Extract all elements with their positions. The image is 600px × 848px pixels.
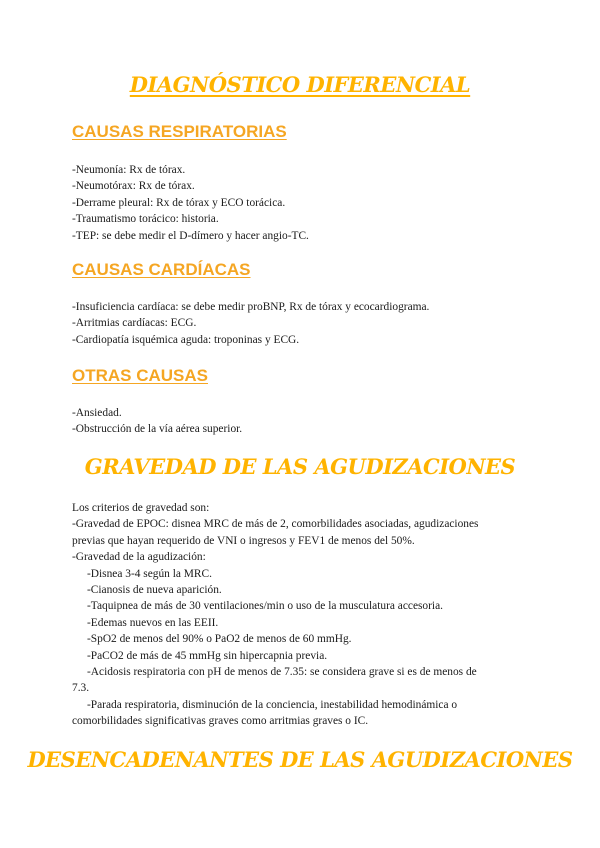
- list-item: -Cianosis de nueva aparición.: [87, 584, 222, 597]
- list-causas-cardiacas: [72, 299, 532, 348]
- gravedad-intro: Los criterios de gravedad son:: [72, 502, 210, 514]
- list-item: -Cardiopatía isquémica aguda: troponinas y ECG.: [72, 333, 300, 346]
- list-item: -Derrame pleural: Rx de tórax y ECO torácica.: [72, 196, 286, 209]
- list-otras-causas: [72, 405, 532, 438]
- list-item: -Disnea 3-4 según la MRC.: [87, 567, 212, 580]
- list-item-continuation: 7.3.: [72, 682, 90, 695]
- list-item: -Insuficiencia cardíaca: se debe medir proBNP, Rx de tórax y ecocardiograma.: [72, 301, 430, 313]
- list-item: -TEP: se debe medir el D-dímero y hacer angio-TC.: [72, 229, 309, 242]
- list-item: -Obstrucción de la vía aérea superior.: [72, 423, 243, 436]
- list-item: -Taquipnea de más de 30 ventilaciones/min o uso de la musculatura accesoria.: [87, 600, 443, 613]
- list-item: -Edemas nuevos en las EEII.: [87, 616, 219, 629]
- list-item: -PaCO2 de más de 45 mmHg sin hipercapnia previa.: [87, 649, 328, 662]
- heading-causas-cardiacas: CAUSAS CARDÍACAS: [72, 260, 251, 279]
- list-item: -Parada respiratoria, disminución de la conciencia, inestabilidad hemodinámica o: [87, 698, 458, 711]
- gravedad-epoc-line: -Gravedad de EPOC: disnea MRC de más de 2, comorbilidades asociadas, agudizaciones: [72, 518, 479, 531]
- title-gravedad-agudizaciones: GRAVEDAD DE LAS AGUDIZACIONES: [84, 454, 516, 479]
- gravedad-agudizacion: -Gravedad de la agudización:: [72, 551, 206, 564]
- gravedad-epoc-line: previas que hayan requerido de VNI o ingresos y FEV1 de menos del 50%.: [72, 534, 415, 547]
- list-item: -SpO2 de menos del 90% o PaO2 de menos de 60 mmHg.: [87, 633, 352, 646]
- gravedad-content: [72, 500, 532, 730]
- list-item: -Arritmias cardíacas: ECG.: [72, 317, 197, 330]
- list-item: -Neumonía: Rx de tórax.: [72, 164, 186, 176]
- list-item: -Ansiedad.: [72, 407, 122, 419]
- list-item: -Traumatismo torácico: historia.: [72, 213, 219, 226]
- title-desencadenantes-agudizaciones: DESENCADENANTES DE LAS AGUDIZACIONES: [27, 747, 573, 772]
- heading-causas-respiratorias: CAUSAS RESPIRATORIAS: [72, 122, 287, 141]
- title-diagnostico-diferencial: DIAGNÓSTICO DIFERENCIAL: [129, 72, 471, 97]
- list-item: -Acidosis respiratoria con pH de menos de 7.35: se considera grave si es de menos de: [87, 666, 477, 679]
- list-causas-respiratorias: [72, 162, 532, 244]
- heading-otras-causas: OTRAS CAUSAS: [72, 366, 209, 385]
- list-item-continuation: comorbilidades significativas graves como arritmias graves o IC.: [72, 715, 369, 728]
- list-item: -Neumotórax: Rx de tórax.: [72, 180, 195, 193]
